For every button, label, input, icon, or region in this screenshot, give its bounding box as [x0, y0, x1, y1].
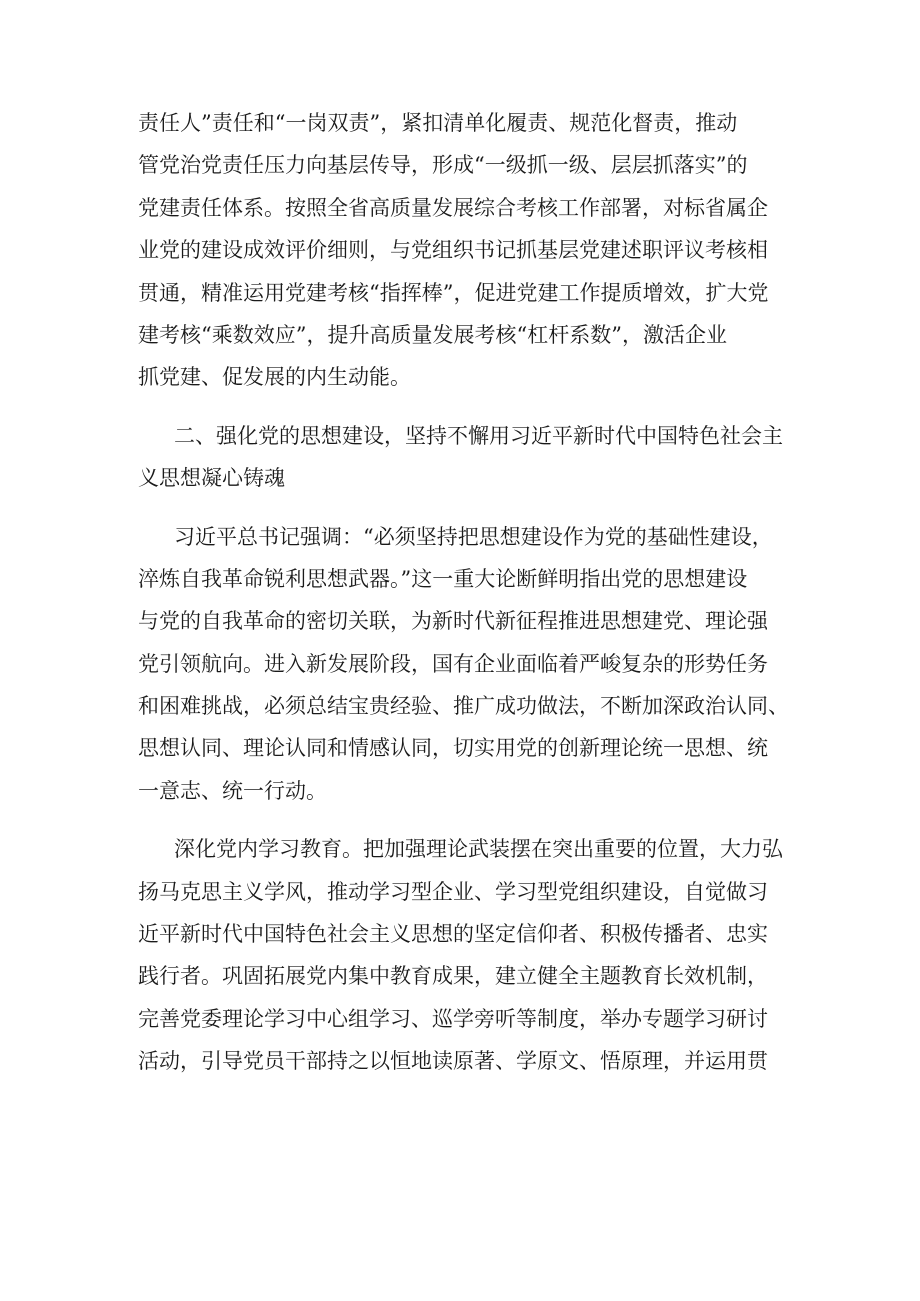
- text-line: 习近平总书记强调：“必须坚持把思想建设作为党的基础性建设，: [174, 524, 773, 549]
- text-line: 践行者。巩固拓展党内集中教育成果，建立健全主题教育长效机制，: [138, 964, 768, 989]
- document-body: [138, 102, 798, 1099]
- text-line: 完善党委理论学习中心组学习、巡学旁听等制度，举办专题学习研讨: [138, 1006, 768, 1031]
- text-line: 深化党内学习教育。把加强理论武装摆在突出重要的位置，大力弘: [174, 837, 783, 862]
- text-line: 淬炼自我革命锐利思想武器。”这一重大论断鲜明指出党的思想建设: [138, 566, 748, 591]
- text-line: 抓党建、促发展的内生动能。: [138, 365, 411, 390]
- text-line: 一意志、统一行动。: [138, 778, 327, 803]
- text-line: 管党治党责任压力向基层传导，形成“一级抓一级、层层抓落实”的: [138, 153, 748, 178]
- section-heading-ideological-building: [138, 415, 798, 500]
- heading-line: 二、强化党的思想建设，坚持不懈用习近平新时代中国特色社会主: [174, 423, 783, 448]
- text-line: 党建责任体系。按照全省高质量发展综合考核工作部署，对标省属企: [138, 195, 768, 220]
- paragraph-study-education: [138, 828, 798, 1082]
- text-line: 扬马克思主义学风，推动学习型企业、学习型党组织建设，自觉做习: [138, 879, 768, 904]
- text-line: 活动，引导党员干部持之以恒地读原著、学原文、悟原理，并运用贯: [138, 1049, 768, 1074]
- paragraph-party-responsibility: [138, 102, 798, 399]
- text-line: 近平新时代中国特色社会主义思想的坚定信仰者、积极传播者、忠实: [138, 922, 768, 947]
- paragraph-xi-quote: [138, 516, 798, 813]
- text-line: 思想认同、理论认同和情感认同，切实用党的创新理论统一思想、统: [138, 736, 768, 761]
- text-line: 和困难挑战，必须总结宝贵经验、推广成功做法，不断加深政治认同、: [138, 694, 789, 719]
- heading-line: 义思想凝心铸魂: [138, 466, 285, 491]
- text-line: 与党的自我革命的密切关联，为新时代新征程推进思想建党、理论强: [138, 609, 768, 634]
- text-line: 责任人”责任和“一岗双责”，紧扣清单化履责、规范化督责，推动: [138, 111, 738, 135]
- text-line: 建考核“乘数效应”，提升高质量发展考核“杠杆系数”，激活企业: [138, 322, 727, 347]
- text-line: 业党的建设成效评价细则，与党组织书记抓基层党建述职评议考核相: [138, 238, 768, 263]
- text-line: 党引领航向。进入新发展阶段，国有企业面临着严峻复杂的形势任务: [138, 651, 768, 676]
- text-line: 贯通，精准运用党建考核“指挥棒”，促进党建工作提质增效，扩大党: [138, 280, 769, 305]
